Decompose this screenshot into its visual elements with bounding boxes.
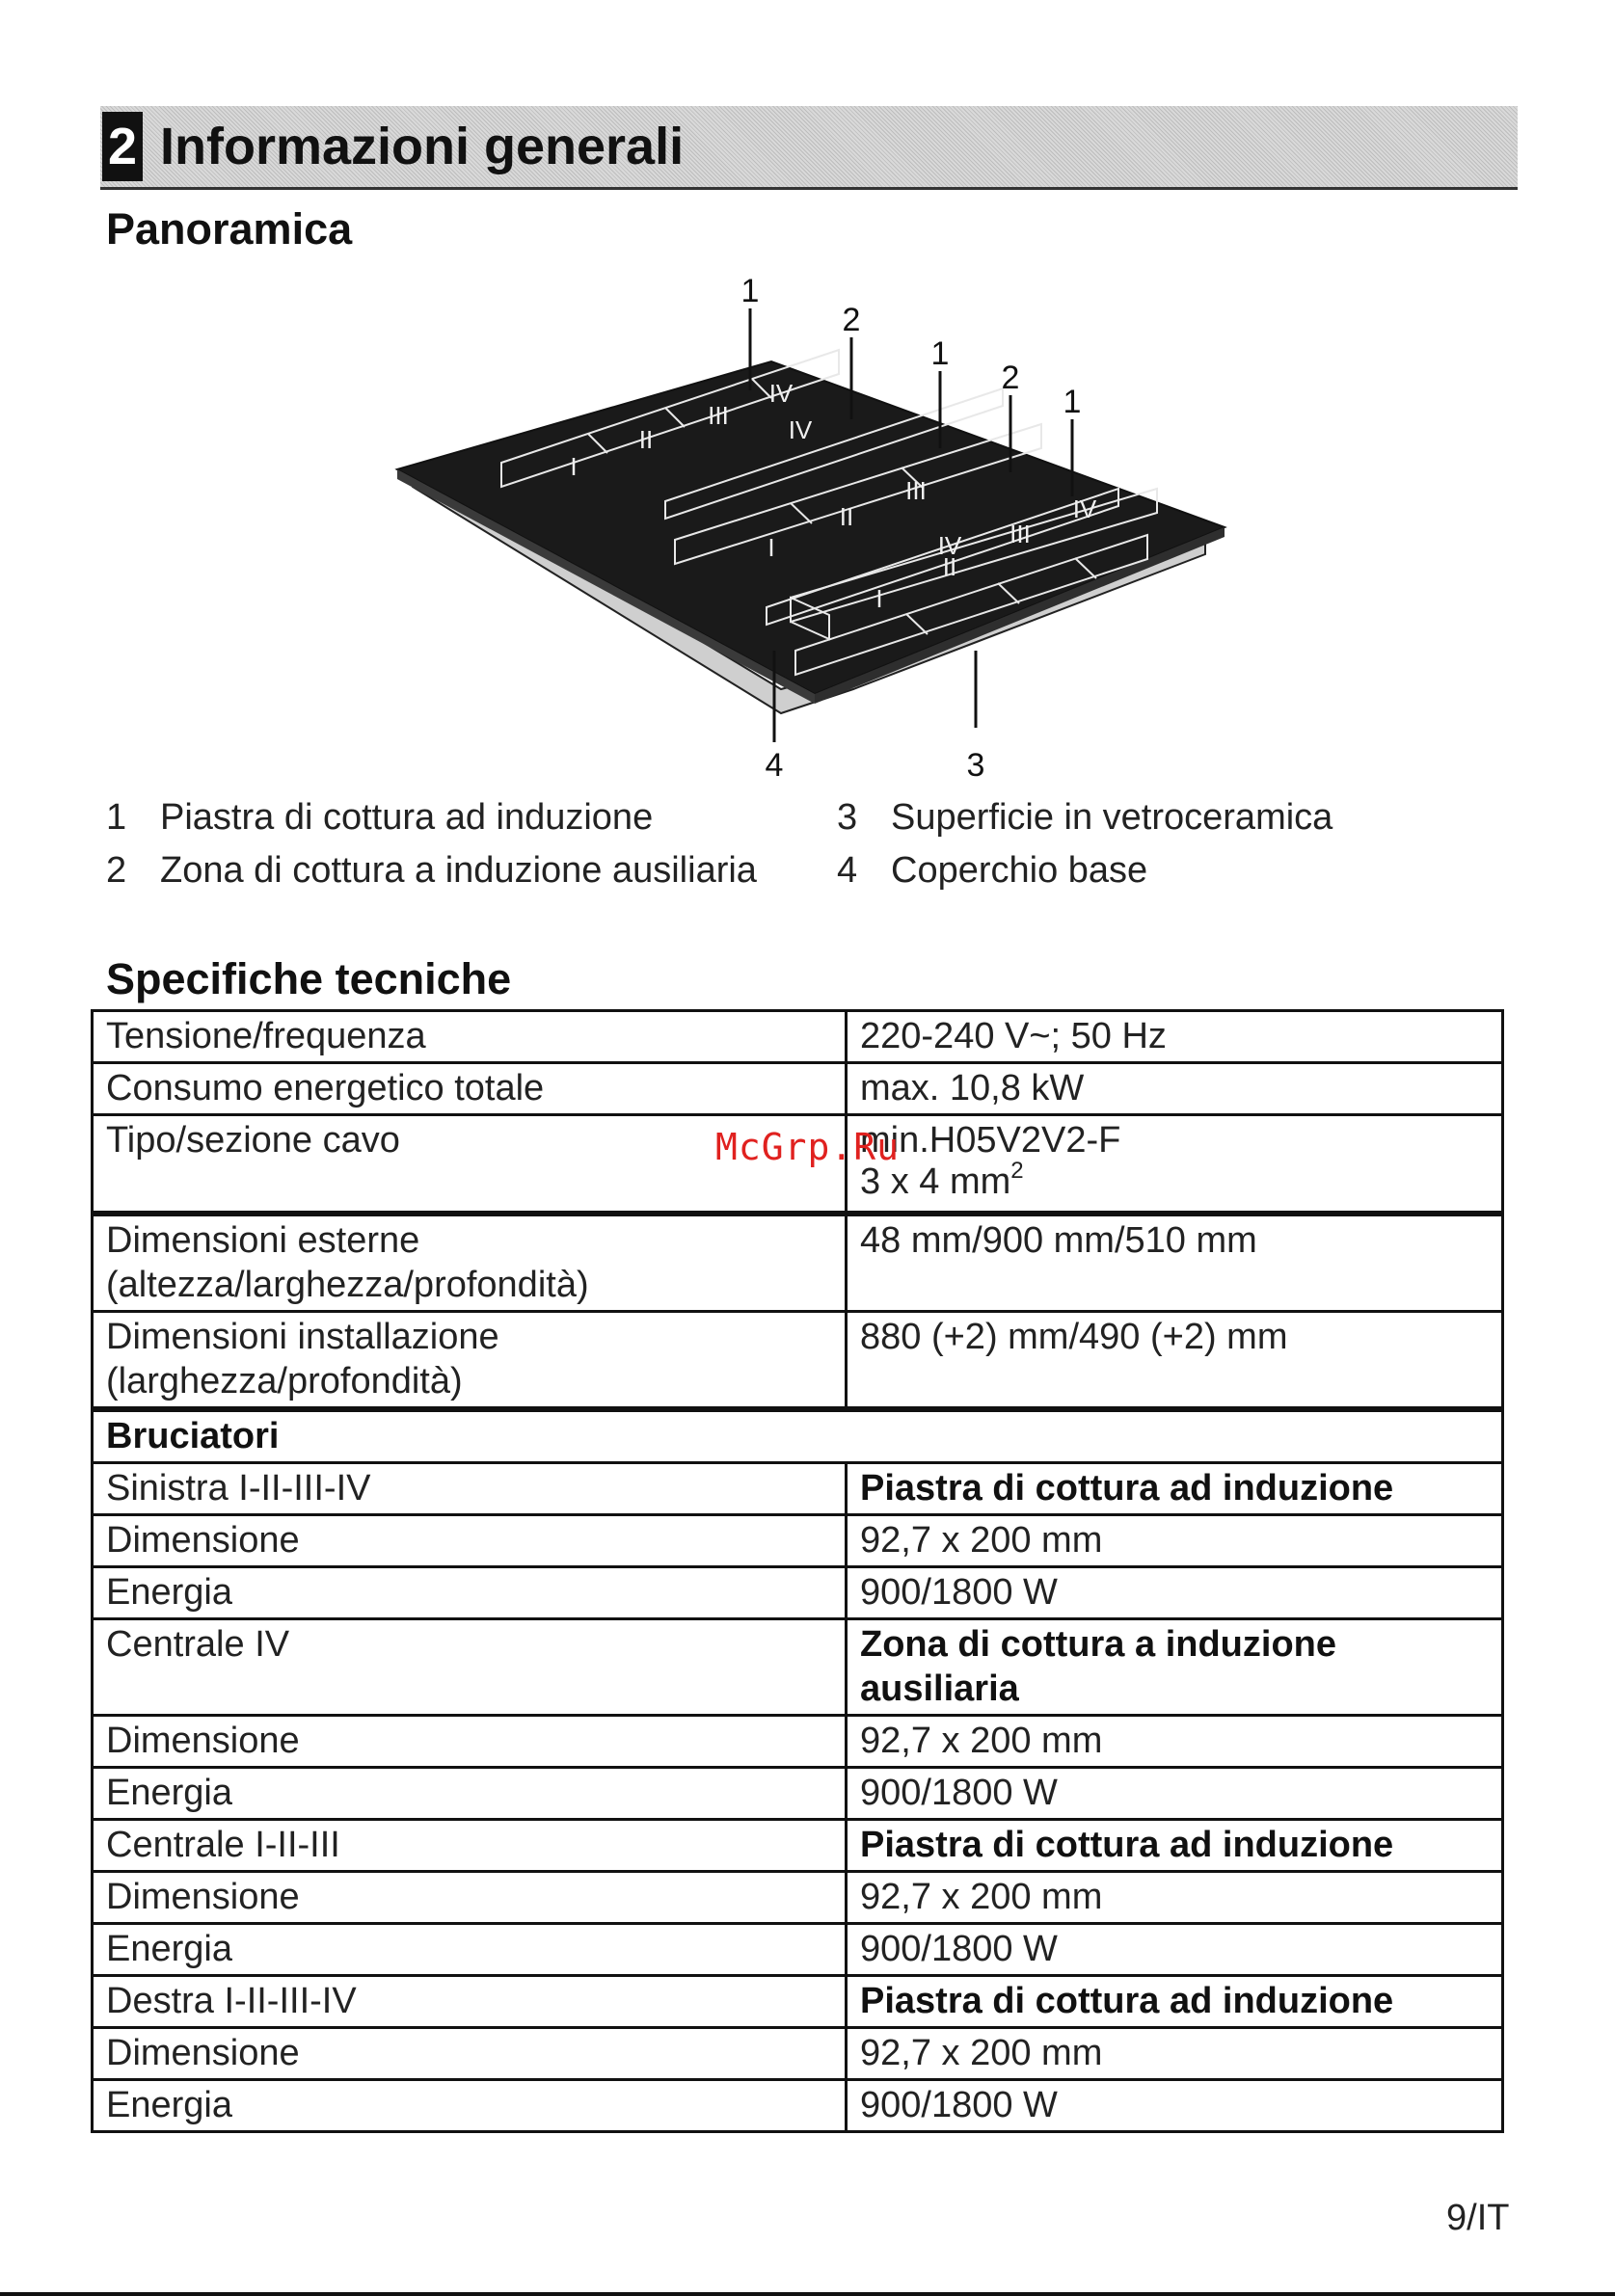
zone-label: IV — [788, 415, 813, 444]
spec-label: Energia — [93, 1566, 847, 1618]
table-row — [93, 1011, 1503, 1063]
spec-value: 220-240 V~; 50 Hz — [847, 1011, 1503, 1063]
spec-value: 92,7 x 200 mm — [847, 1514, 1503, 1566]
spec-label-line: (altezza/larghezza/profondità) — [106, 1264, 589, 1305]
page-number: 9/IT — [1446, 2198, 1510, 2238]
spec-value: 900/1800 W — [847, 1767, 1503, 1819]
cooktop-diagram — [366, 265, 1234, 786]
table-section-row — [93, 1409, 1503, 1463]
legend-text: Piastra di cottura ad induzione — [160, 797, 654, 838]
legend-text: Superficie in vetroceramica — [891, 797, 1333, 838]
legend-number: 3 — [837, 797, 858, 838]
spec-value: 48 mm/900 mm/510 mm — [847, 1214, 1503, 1312]
spec-label: Energia — [93, 1767, 847, 1819]
legend-text: Zona di cottura a induzione ausiliaria — [160, 850, 757, 891]
table-row — [93, 1767, 1503, 1819]
spec-label-line: Dimensioni installazione — [106, 1316, 499, 1357]
spec-label: Energia — [93, 2079, 847, 2131]
legend-number: 2 — [106, 850, 127, 891]
specs-heading: Specifiche tecniche — [106, 954, 512, 1003]
zone-label: I — [570, 452, 578, 481]
spec-value-line: ausiliaria — [860, 1668, 1019, 1709]
section-heading-cell: Bruciatori — [93, 1409, 1503, 1463]
spec-value: 900/1800 W — [847, 1566, 1503, 1618]
zone-label: III — [708, 401, 729, 430]
zone-label: III — [1009, 520, 1031, 548]
table-row — [93, 1063, 1503, 1115]
spec-value: Piastra di cottura ad induzione — [847, 1462, 1503, 1514]
footer-rule — [0, 2292, 1615, 2296]
spec-value: 880 (+2) mm/490 (+2) mm — [847, 1311, 1503, 1409]
spec-label — [93, 1311, 847, 1409]
zone-label: II — [942, 552, 957, 581]
table-row — [93, 1871, 1503, 1923]
zone-label: II — [839, 502, 854, 531]
spec-label-line: (larghezza/profondità) — [106, 1360, 463, 1402]
spec-value: max. 10,8 kW — [847, 1063, 1503, 1115]
table-row — [93, 1975, 1503, 2027]
spec-label: Centrale IV — [93, 1618, 847, 1715]
spec-label — [93, 1214, 847, 1312]
spec-label: Dimensione — [93, 1715, 847, 1767]
callout-number: 4 — [765, 747, 784, 784]
zone-label: IV — [1072, 494, 1097, 523]
spec-value: Piastra di cottura ad induzione — [847, 1975, 1503, 2027]
legend-number: 1 — [106, 797, 127, 838]
spec-value: 900/1800 W — [847, 2079, 1503, 2131]
spec-value: 92,7 x 200 mm — [847, 1715, 1503, 1767]
spec-label: Dimensione — [93, 2027, 847, 2079]
zone-label: IV — [768, 379, 794, 408]
spec-label: Energia — [93, 1923, 847, 1975]
legend-number: 4 — [837, 850, 858, 891]
zone-label: I — [875, 584, 883, 613]
watermark-text: McGrp.Ru — [715, 1126, 901, 1168]
table-row — [93, 1214, 1503, 1312]
spec-value: Piastra di cottura ad induzione — [847, 1819, 1503, 1871]
superscript: 2 — [1010, 1158, 1024, 1184]
spec-value: 92,7 x 200 mm — [847, 1871, 1503, 1923]
callout-number: 2 — [1001, 360, 1020, 396]
table-row — [93, 1618, 1503, 1715]
table-row — [93, 1566, 1503, 1618]
spec-value — [847, 1115, 1503, 1214]
legend-text: Coperchio base — [891, 850, 1148, 891]
table-row — [93, 1923, 1503, 1975]
spec-label: Dimensione — [93, 1514, 847, 1566]
spec-label: Dimensione — [93, 1871, 847, 1923]
section-number: 2 — [102, 112, 143, 181]
overview-heading: Panoramica — [106, 204, 353, 254]
spec-value-line: Zona di cottura a induzione — [860, 1623, 1336, 1665]
spec-value-text: 3 x 4 mm — [860, 1161, 1011, 1202]
spec-value-line — [860, 1158, 1490, 1202]
callout-number: 3 — [966, 747, 985, 784]
callout-number: 1 — [930, 335, 950, 372]
table-row — [93, 2027, 1503, 2079]
table-row — [93, 1462, 1503, 1514]
spec-label-line: Dimensioni esterne — [106, 1219, 420, 1261]
callout-number: 1 — [740, 273, 760, 309]
spec-label: Sinistra I-II-III-IV — [93, 1462, 847, 1514]
table-row — [93, 2079, 1503, 2131]
table-row — [93, 1819, 1503, 1871]
spec-label: Centrale I-II-III — [93, 1819, 847, 1871]
spec-label: Tipo/sezione cavo — [93, 1115, 847, 1214]
spec-label: Destra I-II-III-IV — [93, 1975, 847, 2027]
table-row — [93, 1715, 1503, 1767]
spec-value: 92,7 x 200 mm — [847, 2027, 1503, 2079]
specs-table — [91, 1009, 1504, 2133]
table-row — [93, 1311, 1503, 1409]
spec-value — [847, 1618, 1503, 1715]
spec-value-line: min.H05V2V2-F — [860, 1120, 1121, 1161]
zone-label: II — [638, 425, 654, 454]
zone-label: I — [767, 533, 775, 562]
callout-number: 1 — [1063, 384, 1082, 420]
callout-number: 2 — [842, 302, 861, 338]
spec-label: Consumo energetico totale — [93, 1063, 847, 1115]
zone-label: III — [905, 476, 927, 505]
spec-label: Tensione/frequenza — [93, 1011, 847, 1063]
spec-value: 900/1800 W — [847, 1923, 1503, 1975]
zone-label: IV — [937, 531, 962, 560]
glass-surface-shape — [397, 361, 1225, 694]
section-title: Informazioni generali — [160, 118, 685, 175]
table-row — [93, 1514, 1503, 1566]
